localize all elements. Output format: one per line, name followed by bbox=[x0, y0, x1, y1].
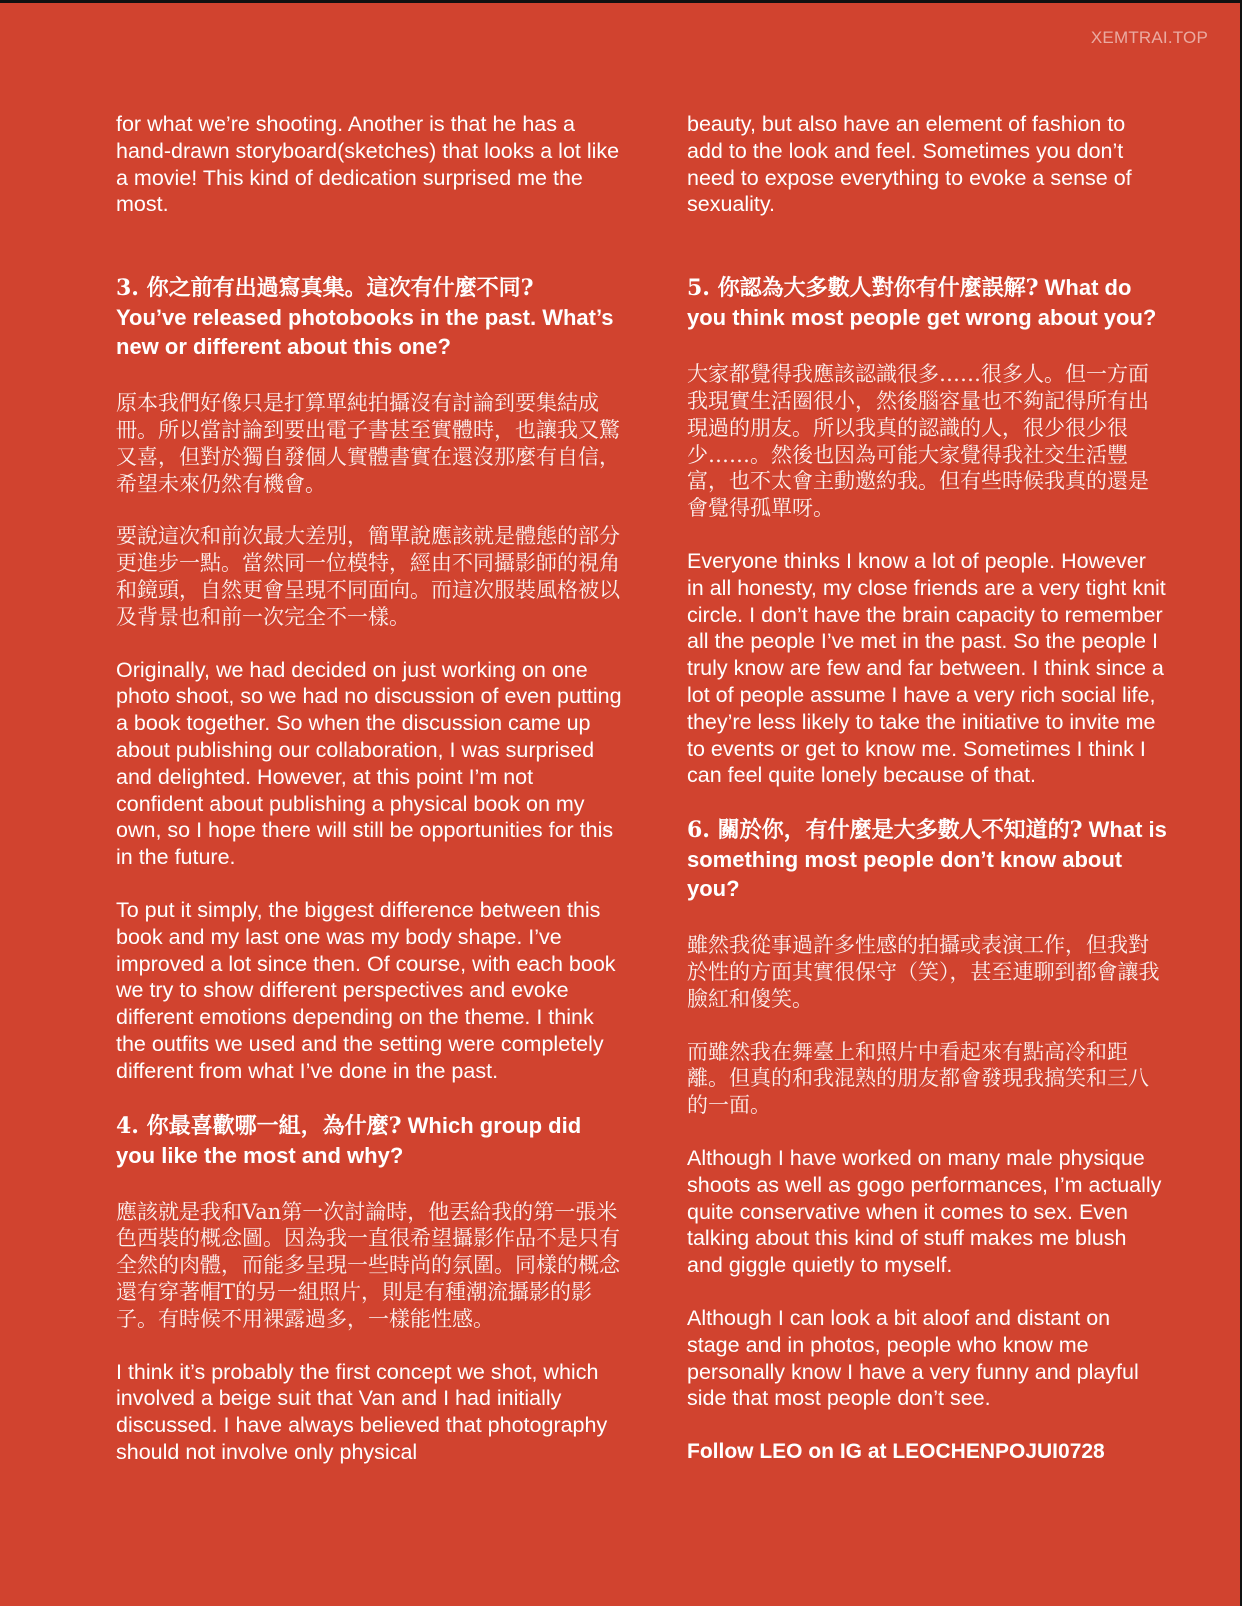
question-3-zh: 3. 你之前有出過寫真集。這次有什麼不同? bbox=[116, 275, 534, 302]
answer-6-zh-paragraph-2: 而雖然我在舞臺上和照片中看起來有點高冷和距離。但真的和我混熟的朋友都會發現我搞笑和三八的一面。 bbox=[687, 1039, 1149, 1118]
question-4-heading bbox=[116, 1111, 626, 1170]
answer-3-zh-paragraph-2: 要說這次和前次最大差別，簡單說應該就是體態的部分更進步一點。當然同一位模特，經由不同攝影師的視角和鏡頭，自然更會呈現不同面向。而這次服裝風格被以及背景也和前一次完全不一樣。 bbox=[116, 524, 620, 629]
question-6-en: What is something most people don’t know about you? bbox=[687, 817, 1167, 902]
answer-3-en-paragraph-1: Originally, we had decided on just working on one photo shoot, so we had no discussion of even putting a book together. So when the discussion came up about publishing our collaboration, I was surprised and delighted. However, at this point I’m not confident about publishing a physical book on my own, so I hope there will still be opportunities for this in the future. bbox=[116, 657, 622, 870]
question-5-zh: 5. 你認為大多數人對你有什麼誤解? bbox=[687, 275, 1039, 302]
question-3-heading bbox=[116, 273, 626, 361]
answer-3-en-paragraph-2: To put it simply, the biggest difference between this book and my last one was my body shape. I’ve improved a lot since then. Of course, with each book we try to show different perspectives and evoke different emotions depending on the theme. I think the outfits we used and the setting were completely different from what I’ve done in the past. bbox=[116, 897, 616, 1083]
right-column bbox=[687, 111, 1167, 1466]
answer-6-en-paragraph-1: Although I have worked on many male physique shoots as well as gogo performances, I’m actually quite conservative when it comes to sex. Even talking about this kind of stuff makes me blush and giggle quietly to myself. bbox=[687, 1145, 1162, 1278]
follow-instagram-line: Follow LEO on IG at LEOCHENPOJUI0728 bbox=[687, 1440, 1105, 1464]
question-6-heading bbox=[687, 815, 1167, 903]
top-border bbox=[0, 0, 1242, 3]
answer-6-zh-paragraph-1: 雖然我從事過許多性感的拍攝或表演工作，但我對於性的方面其實很保守（笑），甚至連聊到都會讓我臉紅和傻笑。 bbox=[687, 933, 1160, 1011]
intro-paragraph-right: beauty, but also have an element of fashion to add to the look and feel. Sometimes you don’t need to expose everything to evoke a sense of sexuality. bbox=[687, 112, 1132, 217]
question-5-en: What do you think most people get wrong about you? bbox=[687, 275, 1157, 331]
answer-5-zh-paragraph-1: 大家都覺得我應該認識很多……很多人。但一方面我現實生活圈很小，然後腦容量也不夠記得所有出現過的朋友。所以我真的認識的人，很少很少很少……。然後也因為可能大家覺得我社交生活豐富，也不太會主動邀約我。但有些時候我真的還是會覺得孤單呀。 bbox=[687, 362, 1149, 521]
answer-3-zh-paragraph-1: 原本我們好像只是打算單純拍攝沒有討論到要集結成冊。所以當討論到要出電子書甚至實體時，也讓我又驚又喜，但對於獨自發個人實體書實在還沒那麼有自信，希望未來仍然有機會。 bbox=[116, 391, 620, 496]
question-4-zh: 4. 你最喜歡哪一組，為什麼? bbox=[116, 1112, 402, 1139]
watermark: XEMTRAI.TOP bbox=[1090, 28, 1208, 47]
question-3-en: You’ve released photobooks in the past. What’s new or different about this one? bbox=[116, 305, 614, 360]
question-5-heading bbox=[687, 273, 1167, 332]
question-4-en: Which group did you like the most and why? bbox=[116, 1112, 582, 1168]
question-6-zh: 6. 關於你，有什麼是大多數人不知道的? bbox=[687, 817, 1083, 844]
answer-4-zh-paragraph-1: 應該就是我和Van第一次討論時，他丟給我的第一張米色西裝的概念圖。因為我一直很希望攝影作品不是只有全然的肉體，而能多呈現一些時尚的氛圍。同樣的概念還有穿著帽T的另一組照片，則是有種潮流攝影的影子。有時候不用裸露過多，一樣能性感。 bbox=[116, 1199, 620, 1331]
answer-5-en-paragraph-1: Everyone thinks I know a lot of people. However in all honesty, my close friends are a very tight knit circle. I don’t have the brain capacity to remember all the people I’ve met in the past. So the people I truly know are few and far between. I think since a lot of people assume I have a very rich social life, they’re less likely to take the initiative to invite me to events or get to know me. Sometimes I think I can feel quite lonely because of that. bbox=[687, 548, 1166, 788]
answer-4-en-paragraph-1: I think it’s probably the first concept we shot, which involved a beige suit that Van and I had initially discussed. I have always believed that photography should not involve only physical bbox=[116, 1359, 608, 1464]
left-column bbox=[116, 111, 626, 1466]
answer-6-en-paragraph-2: Although I can look a bit aloof and distant on stage and in photos, people who know me personally know I have a very funny and playful side that most people don’t see. bbox=[687, 1305, 1139, 1411]
intro-paragraph: for what we’re shooting. Another is that he has a hand-drawn storyboard(sketches) that looks a lot like a movie! This kind of dedication surprised me the most. bbox=[116, 112, 620, 217]
